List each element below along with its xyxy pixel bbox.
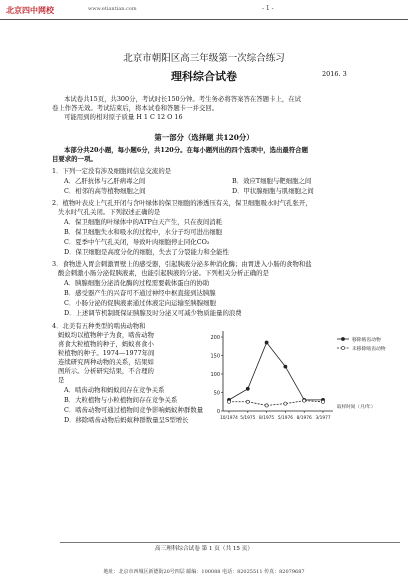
- q3-stem-1: 3．食物进入胃会刺激胃壁上的感受器，引起胰液分泌多种消化酶；由胃进入小肠的食物和盐: [52, 260, 312, 268]
- q4-option-d: D．移除啮齿动物后蚂蚁种群数量呈S型增长: [64, 416, 189, 424]
- page-header: [0, 0, 408, 22]
- q2-option-b: B．保卫细胞失水和吸水的过程中，水分子均可进出细胞: [64, 228, 223, 236]
- legend-label-1: 移除啮齿动物: [352, 337, 381, 343]
- q3-option-c: C．小肠分泌的促胰液素通过体液定向运输至胰腺细胞: [64, 299, 216, 307]
- q2-stem-2: 失水时气孔关闭。下列叙述正确的是: [58, 208, 161, 216]
- data-point-1: [265, 341, 268, 344]
- page-mark: - 1 -: [262, 5, 274, 12]
- q3-stem-2: 酸会刺激小肠分泌促胰液素，也能引起胰液的分泌。下列相关分析正确的是: [58, 269, 269, 277]
- data-point-1: [284, 365, 287, 368]
- notice-line-1: 本试卷共15页，共300分，考试时长150分钟。考生务必将答案答在答题卡上，在试: [64, 95, 302, 103]
- q4-option-a: A．啮齿动物和蚂蚁间存在竞争关系: [64, 386, 165, 394]
- q3-option-a: A．胰腺细胞分泌消化酶的过程需要载体蛋白的协助: [64, 279, 210, 287]
- data-point-1: [246, 387, 249, 390]
- data-point-2: [303, 399, 306, 402]
- legend-marker-2: [341, 346, 344, 349]
- brand-logo-text[interactable]: 北京四中网校: [6, 6, 54, 15]
- q4-option-b: B．大粒植物与小粒植物间存在竞争关系: [64, 396, 178, 404]
- q1-option-d: D．甲状腺细胞与肌细胞之间: [232, 187, 314, 195]
- q4-stem-1: 4．北美有五种类型的啮齿动物和: [52, 322, 146, 330]
- page-info: 高三理科综合试卷 第 1 页（共 15 页）: [155, 546, 253, 552]
- part1-intro-2: 目要求的一项。: [52, 155, 97, 163]
- x-tick-label: 5/1975: [240, 416, 256, 421]
- q4-stem-2: 蚂蚁均以植物种子为食，啮齿动物: [58, 331, 154, 339]
- y-tick-label: 150: [210, 353, 220, 360]
- q1-option-b: B．效应T细胞与靶细胞之间: [232, 177, 312, 185]
- y-tick-label: 200: [210, 335, 220, 341]
- header-divider: [0, 19, 408, 20]
- x-tick-label: 8/1976: [296, 416, 312, 421]
- q4-stem-4: 粒植物的种子。1974—1977年间: [58, 349, 155, 357]
- q1-option-a: A．乙肝抗体与乙肝病毒之间: [64, 177, 146, 185]
- legend-label-2: 未移除啮齿动物: [352, 346, 386, 352]
- footer-address: 地址：北京市西城区新德街20号四层 邮编：100088 电话：82025511 传真：82079687: [103, 569, 305, 575]
- q4-stem-7: 是: [58, 376, 65, 384]
- exam-date: 2016. 3: [322, 70, 347, 78]
- exam-paper-title: 理科综合试卷: [171, 70, 237, 83]
- q2-option-a: A．保卫细胞的叶绿体中的ATP白天产生，只在夜间消耗: [64, 218, 223, 226]
- x-tick-label: 8/1975: [259, 416, 275, 421]
- series-line-2: [229, 401, 323, 406]
- data-point-2: [284, 402, 287, 405]
- site-url[interactable]: www.etiantian.com: [88, 6, 137, 12]
- notice-line-3: 可能用到的相对原子质量 H 1 C 12 O 16: [64, 113, 183, 121]
- data-point-2: [227, 400, 230, 403]
- y-tick-label: 100: [210, 372, 220, 378]
- q4-stem-3: 喜食大粒植物的种子，蚂蚁喜食小: [58, 340, 154, 348]
- q2-option-d: D．保卫细胞是高度分化的细胞，失去了分裂能力和全能性: [64, 248, 229, 256]
- q2-option-c: C．夏季中午气孔关闭，导致叶肉细胞停止同化CO₂: [64, 238, 210, 246]
- part1-title: 第一部分（选择题 共120分）: [154, 133, 254, 142]
- data-point-2: [321, 400, 324, 403]
- y-tick-label: 0: [216, 409, 220, 415]
- x-tick-label: 5/1976: [277, 416, 293, 421]
- legend-marker-1: [341, 337, 344, 340]
- q3-option-d: D．上述调节机制既保证胰腺及时分泌又可减少物质能量的浪费: [64, 309, 242, 317]
- x-tick-label: 3/1977: [315, 416, 331, 421]
- footer-divider: [60, 542, 400, 543]
- q1-stem: 1．下列一定没有涉及细胞间信息交流的是: [52, 167, 172, 175]
- population-line-chart: [192, 327, 408, 435]
- series-line-1: [229, 343, 323, 400]
- q4-stem-5: 连续研究两种动物的关系，结果如: [58, 358, 154, 366]
- part1-intro-1: 本部分共20小题，每小题6分，共120分。在每小题列出的四个选项中，选出最符合题: [64, 146, 308, 154]
- q4-stem-6: 图所示。分析研究结果，不合理的: [58, 367, 154, 375]
- notice-line-2: 卷上作答无效。考试结束后，将本试卷和答题卡一并交回。: [52, 104, 219, 112]
- exam-school-title: 北京市朝阳区高三年级第一次综合练习: [123, 53, 285, 64]
- x-axis-label: 取样时间（月/年）: [337, 405, 376, 410]
- q2-stem-1: 2．植物叶表皮上气孔开闭与含叶绿体的保卫细胞的渗透压有关，保卫细胞吸水时气孔张开，: [52, 199, 312, 207]
- q1-option-c: C．相邻的高等植物细胞之间: [64, 187, 146, 195]
- q4-option-c: C．啮齿动物可通过植物间竞争影响蚂蚁种群数量: [64, 406, 204, 414]
- q3-option-b: B．感受器产生的兴奋可不通过神经中枢直接到达胰腺: [64, 289, 216, 297]
- y-tick-label: 50: [213, 390, 220, 397]
- x-tick-label: 10/1974: [220, 416, 238, 421]
- data-point-2: [246, 400, 249, 403]
- data-point-2: [265, 404, 268, 407]
